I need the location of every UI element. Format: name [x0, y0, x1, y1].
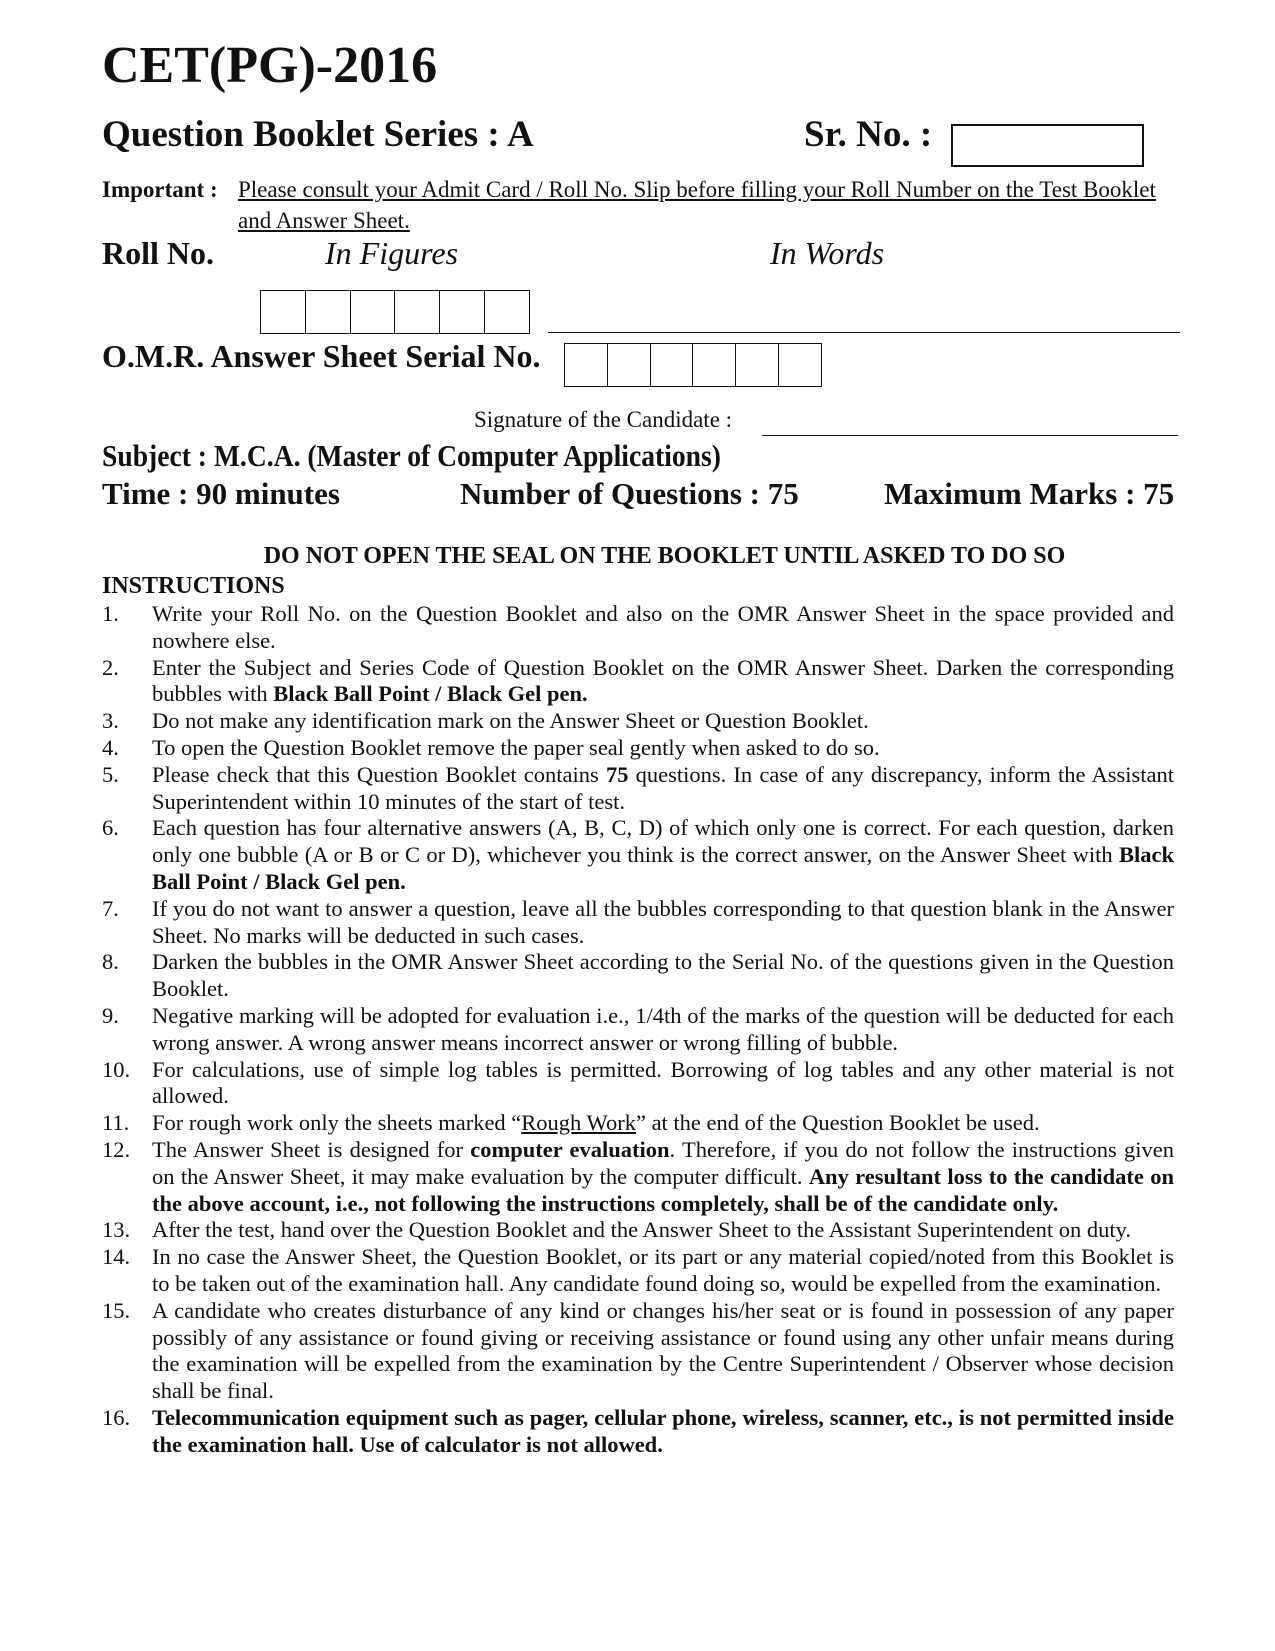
- instruction-number: 3.: [102, 708, 119, 734]
- instruction-text: [152, 1405, 1174, 1459]
- instruction-text-part: Black Ball Point / Black Gel pen.: [273, 681, 588, 707]
- instruction-number: 11.: [102, 1110, 130, 1136]
- instruction-text: [152, 1110, 1174, 1137]
- instructions-list: [102, 601, 1174, 1459]
- instruction-item: [102, 601, 1174, 655]
- question-count: Number of Questions : 75: [460, 476, 799, 511]
- instruction-text-part: For calculations, use of simple log tables is permitted. Borrowing of log tables and any other material is not allowed.: [152, 1056, 1174, 1109]
- roll-digit-box[interactable]: [440, 291, 485, 333]
- instruction-text-part: In no case the Answer Sheet, the Question Booklet, or its part or any material copied/noted from this Booklet is to be taken out of the examination hall. Any candidate found doing so, would be expelled from the examination.: [152, 1244, 1174, 1296]
- instruction-number: 10.: [102, 1056, 131, 1082]
- instruction-number: 16.: [102, 1404, 131, 1430]
- instruction-text-part: After the test, hand over the Question Booklet and the Answer Sheet to the Assistant Superintendent on duty.: [152, 1217, 1131, 1243]
- roll-figure-boxes: [260, 290, 530, 334]
- roll-no-label: Roll No.: [102, 235, 214, 271]
- instruction-text-part: computer evaluation: [470, 1136, 670, 1162]
- instruction-text: [152, 1244, 1174, 1298]
- important-label: Important :: [102, 177, 218, 202]
- instruction-text-part: Each question has four alternative answers (A, B, C, D) of which only one is correct. For each question, darken only one bubble (A or B or C or D), whichever you think is the correct answer, on the Answer Sheet with: [152, 815, 1174, 868]
- instruction-item: [102, 1298, 1174, 1405]
- instructions-heading: INSTRUCTIONS: [102, 573, 285, 599]
- instruction-text-part: A candidate who creates disturbance of any kind or changes his/her seat or is found in possession of any paper possibly of any assistance or found giving or receiving assistance or found using any other unfair means during the examination will be expelled from the examination by the Centre Superintendent / Observer whose decision shall be final.: [152, 1297, 1174, 1404]
- instruction-text: [152, 1003, 1174, 1057]
- instruction-text-part: Write your Roll No. on the Question Booklet and also on the OMR Answer Sheet in the space provided and nowhere else.: [152, 601, 1174, 653]
- instruction-item: [102, 1057, 1174, 1111]
- instruction-text-part: . Therefore, if you do not follow the instructions given on the Answer Sheet, it may make evaluation by the computer difficult.: [152, 1136, 1174, 1189]
- instruction-item: [102, 815, 1174, 895]
- in-words-label: In Words: [770, 235, 885, 271]
- instruction-item: [102, 735, 1174, 762]
- sr-no-box[interactable]: [951, 124, 1144, 167]
- maximum-marks: Maximum Marks : 75: [884, 476, 1175, 511]
- seal-notice: DO NOT OPEN THE SEAL ON THE BOOKLET UNTIL ASKED TO DO SO: [263, 543, 1066, 569]
- instruction-text-part: Negative marking will be adopted for evaluation i.e., 1/4th of the marks of the question will be deducted for each wrong answer. A wrong answer means incorrect answer or wrong filling of bubble.: [152, 1002, 1174, 1055]
- instruction-text-part: The Answer Sheet is designed for: [152, 1136, 471, 1162]
- instruction-number: 12.: [102, 1136, 131, 1162]
- omr-digit-box[interactable]: [608, 344, 651, 386]
- instruction-number: 14.: [102, 1244, 131, 1270]
- important-text: Please consult your Admit Card / Roll No. Slip before filling your Roll Number on the Test Booklet and Answer Sheet.: [238, 177, 1156, 233]
- omr-digit-box[interactable]: [693, 344, 736, 386]
- omr-digit-box[interactable]: [736, 344, 779, 386]
- instruction-text: [152, 735, 1174, 762]
- omr-serial-boxes: [564, 343, 822, 387]
- instruction-text: [152, 1137, 1174, 1217]
- subject-line: Subject : M.C.A. (Master of Computer Applications): [102, 438, 721, 473]
- instruction-number: 5.: [102, 761, 119, 787]
- instruction-text-part: questions. In case of any discrepancy, inform the Assistant Superintendent within 10 minutes of the start of test.: [152, 761, 1174, 814]
- instruction-text-part: Please check that this Question Booklet contains: [152, 761, 606, 787]
- instruction-text: [152, 708, 1174, 735]
- instruction-text: [152, 655, 1174, 709]
- instruction-number: 7.: [102, 895, 119, 921]
- signature-line[interactable]: [762, 435, 1178, 436]
- instruction-text: [152, 1298, 1174, 1405]
- instruction-text-part: For rough work only the sheets marked “: [152, 1110, 522, 1136]
- exam-title: CET(PG)-2016: [102, 37, 438, 94]
- instruction-item: [102, 949, 1174, 1003]
- instruction-text-part: Rough Work: [521, 1110, 636, 1136]
- instruction-item: [102, 708, 1174, 735]
- instruction-text: [152, 762, 1174, 816]
- instruction-item: [102, 762, 1174, 816]
- instruction-item: [102, 1217, 1174, 1244]
- in-figures-label: In Figures: [325, 235, 459, 271]
- instruction-number: 9.: [102, 1002, 119, 1028]
- instruction-number: 6.: [102, 815, 119, 841]
- instruction-text-part: 75: [605, 761, 629, 787]
- omr-digit-box[interactable]: [651, 344, 694, 386]
- roll-words-line[interactable]: [548, 332, 1180, 333]
- instruction-item: [102, 1137, 1174, 1217]
- roll-digit-box[interactable]: [351, 291, 396, 333]
- instruction-text-part: Enter the Subject and Series Code of Question Booklet on the OMR Answer Sheet. Darken the corresponding bubbles with: [152, 654, 1174, 707]
- instruction-item: [102, 655, 1174, 709]
- roll-digit-box[interactable]: [306, 291, 351, 333]
- instruction-text: [152, 1217, 1174, 1244]
- time-info: Time : 90 minutes: [102, 476, 340, 511]
- instruction-text-part: ” at the end of the Question Booklet be used.: [635, 1110, 1040, 1136]
- instruction-text: [152, 896, 1174, 950]
- instruction-text-part: Any resultant loss to the candidate on the above account, i.e., not following the instructions completely, shall be of the candidate only.: [152, 1163, 1174, 1216]
- roll-digit-box[interactable]: [261, 291, 306, 333]
- instruction-number: 2.: [102, 654, 119, 680]
- instruction-number: 1.: [102, 601, 119, 626]
- sr-no-label: Sr. No. :: [804, 114, 933, 155]
- instruction-text-part: To open the Question Booklet remove the paper seal gently when asked to do so.: [152, 734, 880, 760]
- instruction-number: 4.: [102, 734, 119, 760]
- instruction-item: [102, 896, 1174, 950]
- omr-serial-label: O.M.R. Answer Sheet Serial No.: [102, 338, 541, 374]
- instruction-item: [102, 1110, 1174, 1137]
- instruction-text: [152, 949, 1174, 1003]
- instruction-text-part: Darken the bubbles in the OMR Answer Sheet according to the Serial No. of the questions given in the Question Booklet.: [152, 949, 1174, 1002]
- instruction-number: 15.: [102, 1297, 131, 1323]
- roll-digit-box[interactable]: [395, 291, 440, 333]
- omr-digit-box[interactable]: [565, 344, 608, 386]
- roll-digit-box[interactable]: [485, 291, 529, 333]
- instruction-text: [152, 601, 1174, 655]
- instruction-text: [152, 1057, 1174, 1111]
- omr-digit-box[interactable]: [779, 344, 821, 386]
- instruction-text-part: Do not make any identification mark on the Answer Sheet or Question Booklet.: [152, 708, 869, 734]
- booklet-series: Question Booklet Series : A: [102, 114, 534, 155]
- instruction-text-part: Black Ball Point / Black Gel pen.: [152, 842, 1174, 894]
- instruction-number: 8.: [102, 949, 119, 975]
- instruction-number: 13.: [102, 1217, 131, 1243]
- signature-label: Signature of the Candidate :: [474, 407, 733, 432]
- instruction-item: [102, 1405, 1174, 1459]
- instruction-item: [102, 1003, 1174, 1057]
- instruction-text-part: If you do not want to answer a question, leave all the bubbles corresponding to that question blank in the Answer Sheet. No marks will be deducted in such cases.: [152, 895, 1174, 948]
- instruction-text-part: Telecommunication equipment such as pager, cellular phone, wireless, scanner, etc., is not permitted inside the examination hall. Use of calculator is not allowed.: [152, 1404, 1174, 1457]
- instruction-text: [152, 815, 1174, 895]
- instruction-item: [102, 1244, 1174, 1298]
